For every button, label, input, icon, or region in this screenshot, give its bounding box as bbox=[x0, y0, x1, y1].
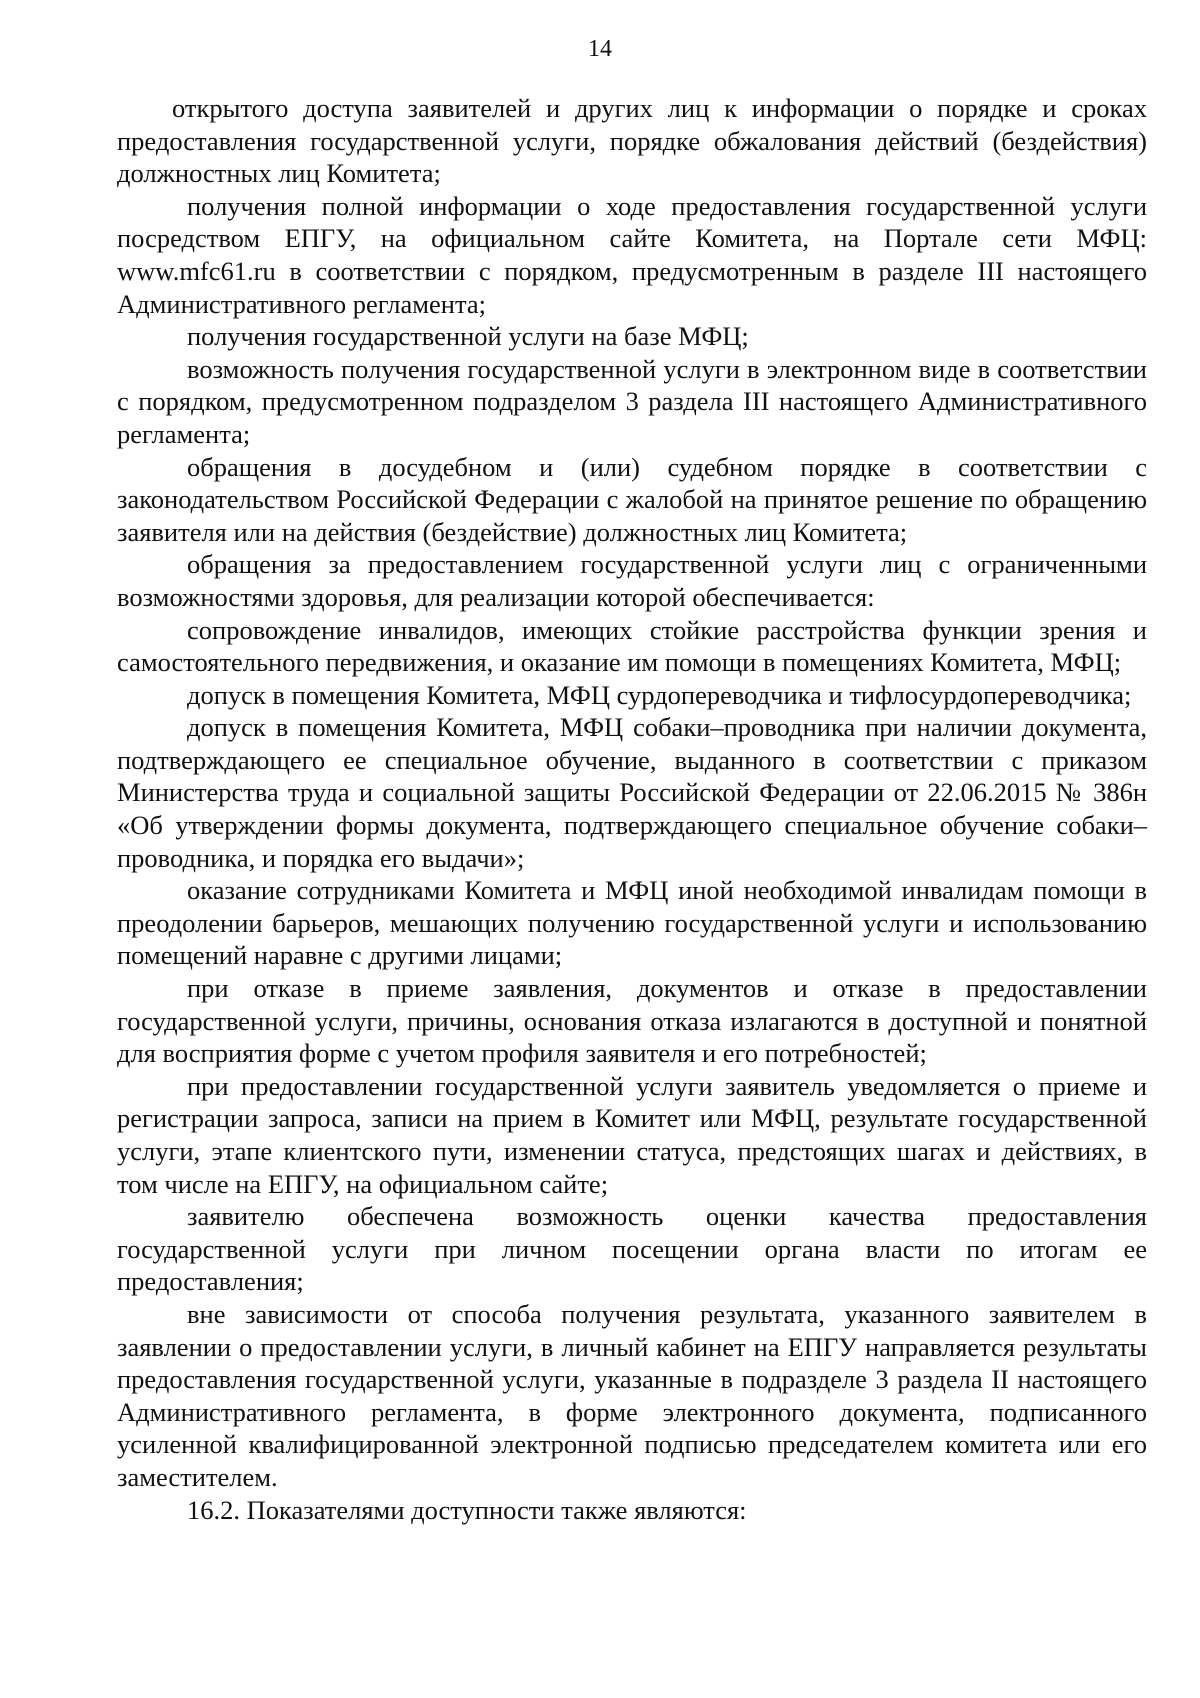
paragraph-sign-interpreter: допуск в помещения Комитета, МФЦ сурдопереводчика и тифлосурдопереводчика; bbox=[187, 679, 1132, 710]
paragraph-refusal: при отказе в приеме заявления, документов и отказе в предоставлении государственной услуги, причины, основания отказа излагаются в доступной и понятной для восприятия форме с учетом профиля заявителя и его потребностей; bbox=[117, 973, 1147, 1069]
paragraph-disabled-access: обращения за предоставлением государственной услуги лиц с ограниченными возможностями здоровья, для реализации которой обеспечивается: bbox=[117, 549, 1147, 612]
paragraph-personal-account: вне зависимости от способа получения результата, указанного заявителем в заявлении о предоставлении услуги, в личный кабинет на ЕПГУ направляется результаты предоставления государственной услуги, указанные в подразделе 3 раздела II настоящего Административного регламента, в форме электронного документа, подписанного усиленной квалифицированной электронной подписью председателем комитета или его заместителем. bbox=[117, 1298, 1147, 1492]
document-body bbox=[117, 92, 1147, 1526]
paragraph-appeal: обращения в досудебном и (или) судебном порядке в соответствии с законодательством Российской Федерации с жалобой на принятое решение по обращению заявителя или на действия (бездействие) должностных лиц Комитета; bbox=[117, 451, 1147, 547]
paragraph-open-access: открытого доступа заявителей и других лиц к информации о порядке и сроках предоставления государственной услуги, порядке обжалования действий (бездействия) должностных лиц Комитета; bbox=[117, 93, 1147, 189]
paragraph-staff-assistance: оказание сотрудниками Комитета и МФЦ иной необходимой инвалидам помощи в преодолении барьеров, мешающих получению государственной услуги и использованию помещений наравне с другими лицами; bbox=[117, 875, 1147, 971]
paragraph-notification: при предоставлении государственной услуги заявитель уведомляется о приеме и регистрации запроса, записи на прием в Комитет или МФЦ, результате государственной услуги, этапе клиентского пути, изменении статуса, предстоящих шагах и действиях, в том числе на ЕПГУ, на официальном сайте; bbox=[117, 1070, 1147, 1199]
page-number: 14 bbox=[588, 36, 612, 62]
paragraph-electronic-service: возможность получения государственной услуги в электронном виде в соответствии с порядком, предусмотренном подразделом 3 раздела III настоящего Административного регламента; bbox=[117, 353, 1147, 449]
paragraph-guide-dog: допуск в помещения Комитета, МФЦ собаки–проводника при наличии документа, подтверждающего ее специальное обучение, выданного в соответствии с приказом Министерства труда и социальной защиты Российской Федерации от 22.06.2015 № 386н «Об утверждении формы документа, подтверждающего специальное обучение собаки–проводника, и порядка его выдачи»; bbox=[117, 712, 1147, 873]
paragraph-full-info: получения полной информации о ходе предоставления государственной услуги посредством ЕПГУ, на официальном сайте Комитета, на Портале сети МФЦ: www.mfc61.ru в соответствии с порядком, предусмотренным в разделе III настоящего Административного регламента; bbox=[117, 190, 1147, 319]
paragraph-section-16-2: 16.2. Показателями доступности также являются: bbox=[187, 1494, 747, 1525]
paragraph-quality-assessment: заявителю обеспечена возможность оценки качества предоставления государственной услуги при личном посещении органа власти по итогам ее предоставления; bbox=[117, 1201, 1147, 1297]
paragraph-escort: сопровождение инвалидов, имеющих стойкие расстройства функции зрения и самостоятельного передвижения, и оказание им помощи в помещениях Комитета, МФЦ; bbox=[117, 614, 1147, 678]
paragraph-mfc-service: получения государственной услуги на базе МФЦ; bbox=[187, 321, 749, 352]
